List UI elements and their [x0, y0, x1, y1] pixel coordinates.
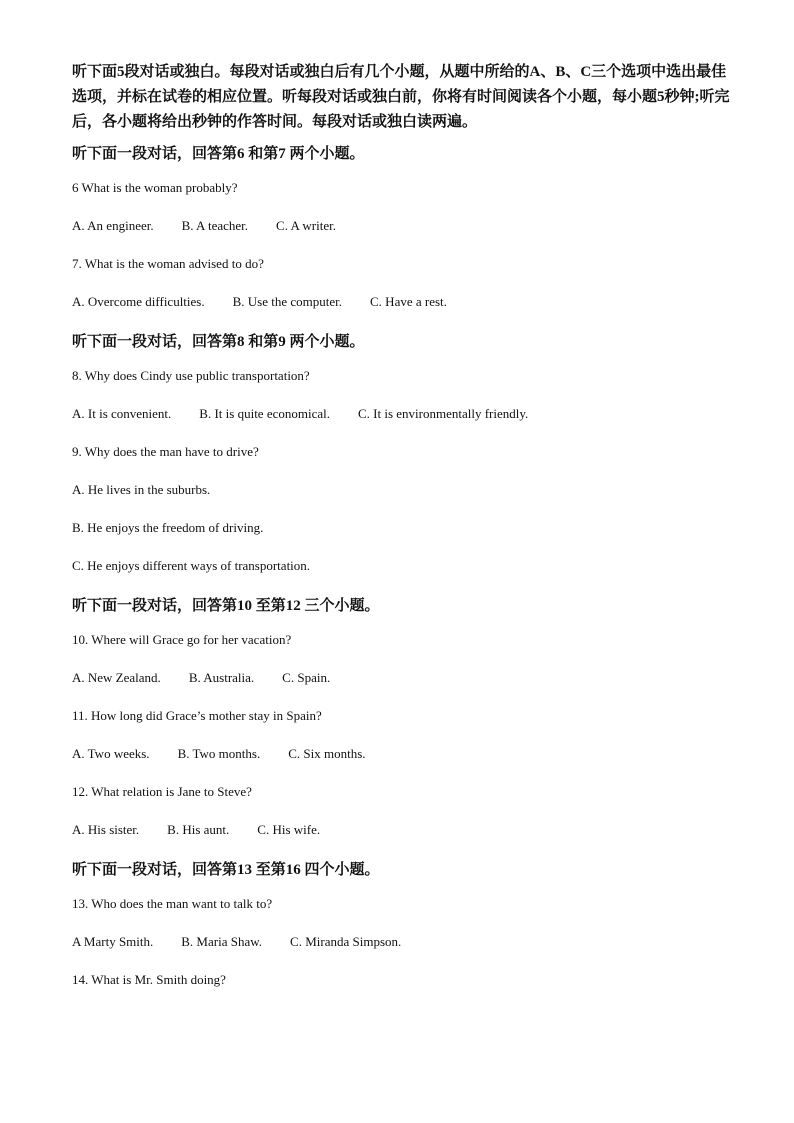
option-c: C. Miranda Simpson.: [290, 934, 402, 949]
option-c: C. Spain.: [282, 670, 331, 685]
section-title: 听下面一段对话，回答第6 和第7 两个小题。: [72, 146, 365, 162]
section-title: 听下面一段对话，回答第13 至第16 四个小题。: [72, 862, 380, 878]
option-b: B. A teacher.: [181, 218, 249, 233]
options-11: [72, 745, 732, 763]
section-title: 听下面一段对话，回答第10 至第12 三个小题。: [72, 598, 380, 614]
option-a: A. An engineer.: [72, 218, 154, 233]
option-b: B. Two months.: [177, 746, 261, 761]
option-b: B. Use the computer.: [232, 294, 343, 309]
section-2: [72, 331, 732, 575]
option-a: A. It is convenient.: [72, 406, 172, 421]
option-a: A. Overcome difficulties.: [72, 294, 205, 309]
question-8: 8. Why does Cindy use public transportation?: [72, 368, 310, 383]
option-b: B. It is quite economical.: [199, 406, 330, 421]
exam-page: [72, 60, 732, 1009]
section-title: 听下面一段对话，回答第8 和第9 两个小题。: [72, 334, 365, 350]
option-c: C. He enjoys different ways of transportation.: [72, 558, 311, 573]
option-c: C. It is environmentally friendly.: [358, 406, 529, 421]
question-7: 7. What is the woman advised to do?: [72, 256, 264, 271]
question-11: 11. How long did Grace’s mother stay in Spain?: [72, 708, 322, 723]
options-12: [72, 821, 732, 839]
option-c: C. A writer.: [276, 218, 336, 233]
section-1: [72, 143, 732, 311]
option-a: A. He lives in the suburbs.: [72, 482, 211, 497]
option-a: A. Two weeks.: [72, 746, 150, 761]
question-14: 14. What is Mr. Smith doing?: [72, 972, 226, 987]
options-7: [72, 293, 732, 311]
option-a: A. His sister.: [72, 822, 140, 837]
option-c: C. Have a rest.: [370, 294, 447, 309]
question-9: 9. Why does the man have to drive?: [72, 444, 259, 459]
option-c: C. His wife.: [257, 822, 321, 837]
question-12: 12. What relation is Jane to Steve?: [72, 784, 252, 799]
section-4: [72, 859, 732, 989]
option-c: C. Six months.: [288, 746, 366, 761]
options-13: [72, 933, 732, 951]
question-13: 13. Who does the man want to talk to?: [72, 896, 273, 911]
question-6: 6 What is the woman probably?: [72, 180, 238, 195]
options-10: [72, 669, 732, 687]
question-10: 10. Where will Grace go for her vacation?: [72, 632, 292, 647]
options-6: [72, 217, 732, 235]
option-b: B. He enjoys the freedom of driving.: [72, 520, 264, 535]
options-8: [72, 405, 732, 423]
listening-instructions: 听下面5段对话或独白。每段对话或独白后有几个小题，从题中所给的A、B、C三个选项中选出最佳选项，并标在试卷的相应位置。听每段对话或独白前，你将有时间阅读各个小题，每小题5秒钟;听完后，各小题将给出秒钟的作答时间。每段对话或独白读两遍。: [72, 64, 730, 130]
option-a: A Marty Smith.: [72, 934, 154, 949]
section-3: [72, 595, 732, 839]
option-b: B. Maria Shaw.: [181, 934, 263, 949]
option-b: B. His aunt.: [167, 822, 230, 837]
option-a: A. New Zealand.: [72, 670, 161, 685]
option-b: B. Australia.: [188, 670, 255, 685]
